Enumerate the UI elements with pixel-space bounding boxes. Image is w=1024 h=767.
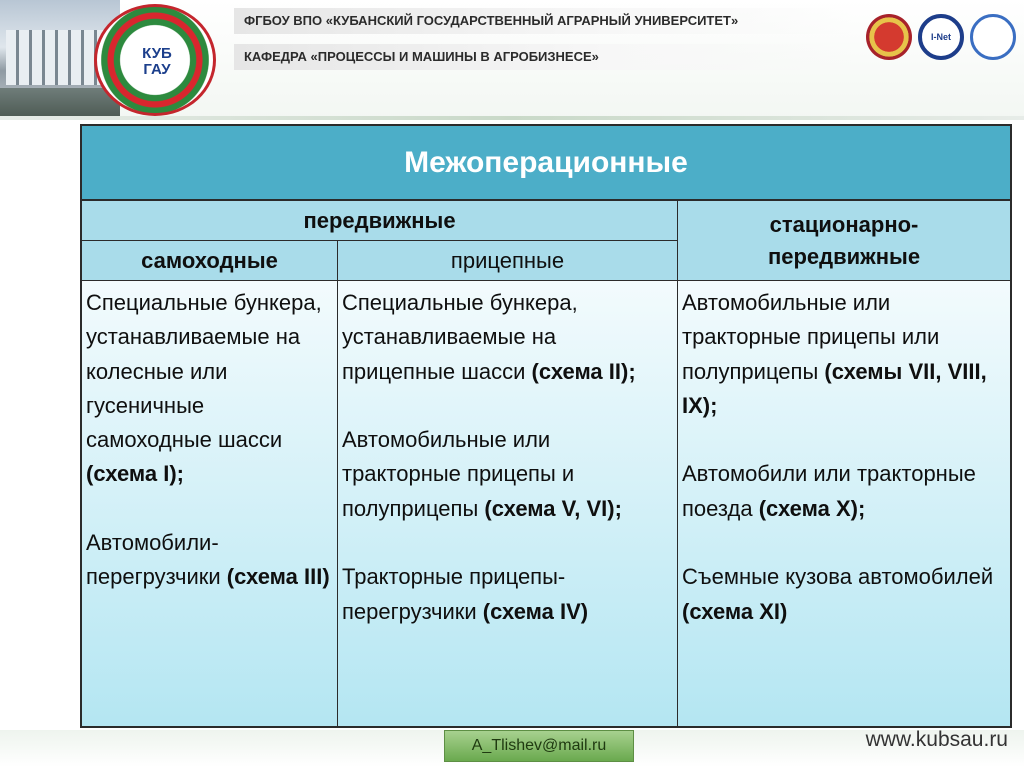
item-text: Автомобили-перегрузчики	[86, 530, 227, 590]
header-stationary-label: стационарно-передвижные	[767, 211, 921, 269]
header-self-propelled: самоходные	[82, 241, 338, 281]
inet-badge: I-Net	[918, 14, 964, 60]
list-item	[342, 560, 673, 629]
badges	[866, 14, 1016, 70]
list-item	[682, 560, 1006, 629]
logo-core	[134, 39, 180, 85]
item-text: Автомобили или тракторные поезда	[682, 461, 976, 521]
list-item	[86, 286, 333, 492]
slide-header	[0, 0, 1024, 118]
cell-self-propelled	[82, 281, 338, 726]
item-text: Автомобильные или тракторные прицепы и полуприцепы	[342, 427, 575, 521]
education-badge-icon	[970, 14, 1016, 60]
email-link[interactable]: A_Tlishev@mail.ru	[444, 730, 634, 762]
header-mobile: передвижные	[82, 201, 678, 241]
scheme-ref: (схема IV)	[482, 598, 589, 624]
list-item	[86, 526, 333, 595]
cell-trailed	[338, 281, 678, 726]
award-emblem-icon	[866, 14, 912, 60]
item-text: Специальные бункера, устанавливаемые на прицепные шасси	[342, 290, 578, 384]
university-logo	[94, 4, 216, 116]
scheme-ref: (схема II);	[531, 358, 636, 384]
item-text: Съемные кузова автомобилей	[682, 564, 994, 590]
list-item	[342, 423, 673, 526]
scheme-ref: (схема III)	[226, 564, 330, 590]
header-divider	[0, 116, 1024, 120]
scheme-ref: (схема XI)	[682, 598, 788, 624]
header-trailed: прицепные	[338, 241, 678, 281]
department-title: КАФЕДРА «ПРОЦЕССЫ И МАШИНЫ В АГРОБИЗНЕСЕ»	[234, 44, 854, 70]
logo-line-2: ГАУ	[143, 61, 171, 78]
classification-table	[80, 124, 1012, 728]
scheme-ref: (схема I);	[86, 461, 185, 487]
cell-stationary	[678, 281, 1010, 726]
scheme-ref: (схема V, VI);	[484, 495, 622, 521]
campus-ground	[0, 88, 120, 118]
item-text: Специальные бункера, устанавливаемые на колесные или гусеничные самоходные шасси	[86, 290, 322, 453]
list-item	[682, 457, 1006, 526]
scheme-ref: (схема X);	[758, 495, 866, 521]
item-text: Автомобильные или тракторные прицепы или полуприцепы	[682, 290, 940, 384]
logo-line-1: КУБ	[142, 45, 172, 62]
table-title: Межоперационные	[82, 126, 1010, 201]
website-link[interactable]: www.kubsau.ru	[865, 728, 1008, 751]
item-text: Тракторные прицепы-перегрузчики	[342, 564, 566, 624]
list-item	[682, 286, 1006, 423]
scheme-ref: (схемы VII, VIII, IX);	[682, 358, 987, 418]
university-title: ФГБОУ ВПО «КУБАНСКИЙ ГОСУДАРСТВЕННЫЙ АГРАРНЫЙ УНИВЕРСИТЕТ»	[234, 8, 854, 34]
header-stationary	[678, 201, 1010, 281]
list-item	[342, 286, 673, 389]
